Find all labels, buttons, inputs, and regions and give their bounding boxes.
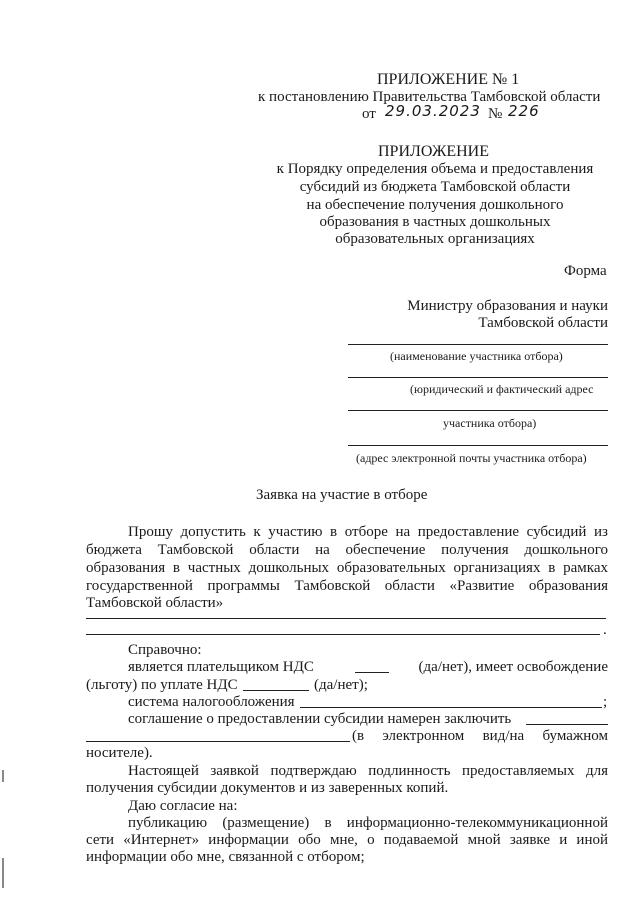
tax-system-label: система налогообложения <box>128 694 295 710</box>
email-caption: (адрес электронной почты участника отбора) <box>356 451 587 465</box>
address-caption-1: (юридический и фактический адрес <box>410 382 594 396</box>
form-label: Форма <box>564 263 607 279</box>
procedure-title: ПРИЛОЖЕНИЕ <box>378 143 490 160</box>
agreement-label: соглашение о предоставлении субсидии намерен заключить <box>128 711 512 727</box>
consent-line: сети «Интернет» информации обо мне, о подаваемой мной заявке и иной <box>86 832 608 848</box>
vat-relief-label: (льготу) по уплате НДС <box>86 677 238 693</box>
address-line-2[interactable] <box>348 410 608 411</box>
vat-exemption-label: (да/нет), имеет освобождение <box>418 659 608 675</box>
request-fill-line-2[interactable] <box>86 634 600 635</box>
appendix-title: ПРИЛОЖЕНИЕ № 1 <box>377 71 520 88</box>
vat-payer-field[interactable] <box>355 672 389 673</box>
tax-system-end: ; <box>603 694 608 710</box>
agreement-form-label: (в электронном вид/на бумажном <box>352 728 608 744</box>
procedure-line: субсидий из бюджета Тамбовской области <box>299 179 571 195</box>
request-period: . <box>603 622 607 638</box>
consent-line: информации обо мне, связанной с отбором; <box>86 849 365 865</box>
vat-relief-field[interactable] <box>243 690 309 691</box>
agreement-carrier-label: носителе). <box>86 745 153 761</box>
confirm-line: получения субсидии документов и из заверенных копий. <box>86 780 449 796</box>
addressee-line2: Тамбовской области <box>478 315 608 331</box>
address-caption-2: участника отбора) <box>443 416 537 430</box>
procedure-line: к Порядку определения объема и предоставления <box>276 161 594 177</box>
agreement-field-2[interactable] <box>86 741 350 742</box>
appendix-date-prefix: от <box>362 106 376 122</box>
request-last-line: Тамбовской области» <box>86 595 224 611</box>
reference-title: Справочно: <box>128 642 202 658</box>
vat-relief-yesno: (да/нет); <box>314 677 368 693</box>
scan-mark <box>2 858 4 888</box>
agreement-field-1[interactable] <box>526 724 608 725</box>
scan-mark <box>2 770 4 782</box>
appendix-number-prefix: № <box>488 106 503 122</box>
consent-title: Даю согласие на: <box>128 798 238 814</box>
confirm-line: Настоящей заявкой подтверждаю подлинность предоставляемых для <box>128 763 608 779</box>
participant-name-line[interactable] <box>348 344 608 345</box>
request-line: Прошу допустить к участию в отборе на предоставление субсидий из <box>128 524 608 540</box>
procedure-line: образовательных организациях <box>335 231 535 247</box>
appendix-number-value: 226 <box>508 102 540 120</box>
address-line[interactable] <box>348 377 608 378</box>
request-fill-line-1[interactable] <box>86 618 606 619</box>
request-line: бюджета Тамбовской области на обеспечение получения дошкольного <box>86 542 608 558</box>
procedure-line: образования в частных дошкольных <box>319 214 551 230</box>
participant-name-caption: (наименование участника отбора) <box>390 349 563 363</box>
addressee-line1: Министру образования и науки <box>407 298 608 314</box>
consent-line: публикацию (размещение) в информационно-телекоммуникационной <box>128 815 608 831</box>
appendix-subtitle: к постановлению Правительства Тамбовской области <box>258 89 601 105</box>
request-line: образования в частных дошкольных образовательных организациях в рамках <box>86 560 608 576</box>
tax-system-field[interactable] <box>300 707 602 708</box>
appendix-date-value: 29.03.2023 <box>385 102 481 120</box>
vat-label: является плательщиком НДС <box>128 659 314 675</box>
email-line[interactable] <box>348 445 608 446</box>
application-heading: Заявка на участие в отборе <box>256 487 428 503</box>
request-line: государственной программы Тамбовской области «Развитие образования <box>86 578 608 594</box>
procedure-line: на обеспечение получения дошкольного <box>306 197 564 213</box>
